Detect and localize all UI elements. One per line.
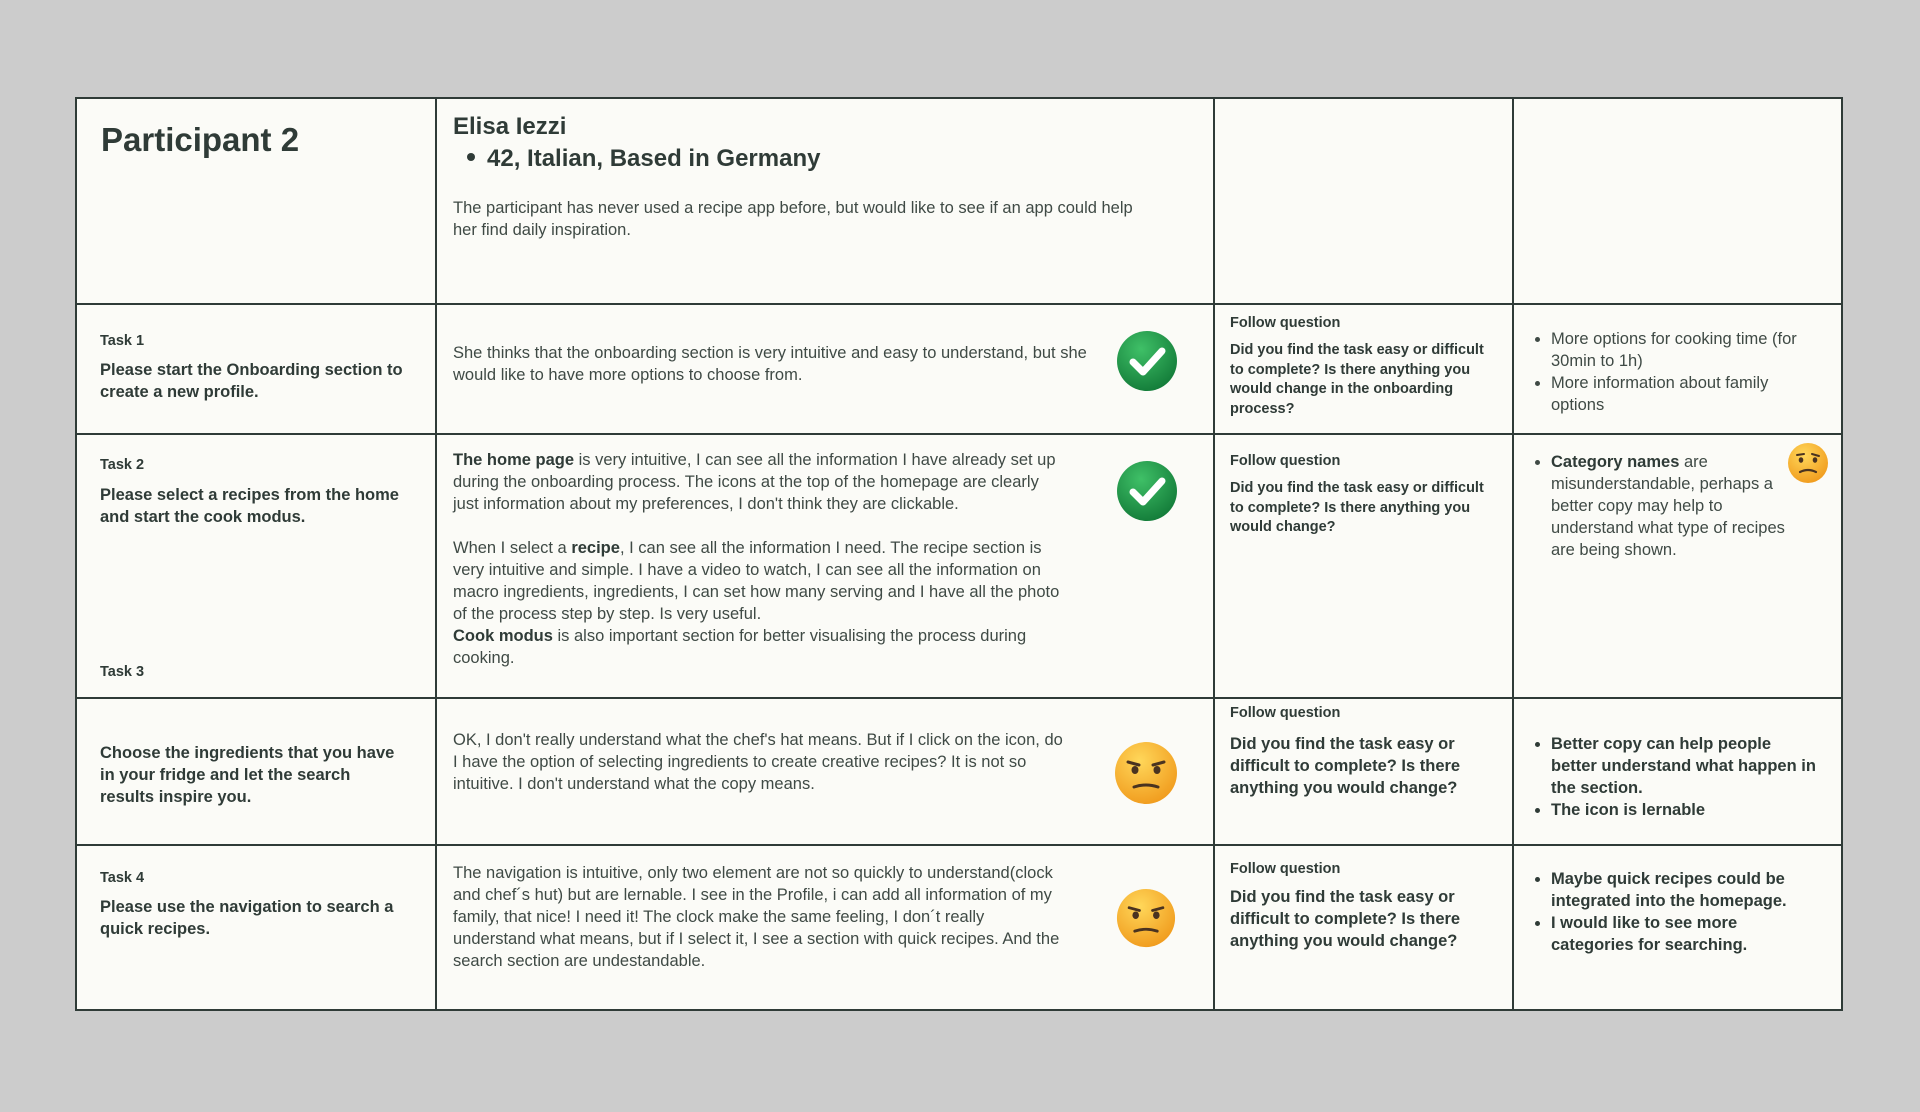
worried-face-icon — [1787, 442, 1829, 484]
follow-question-text: Did you find the task easy or difficult to complete? Is there anything you would change in the onboarding process? — [1230, 342, 1484, 417]
participant-intro: The participant has never used a recipe app before, but would like to see if an app could help her find daily inspiration. — [453, 199, 1133, 239]
observation-text: is very intuitive, I can see all the information I have already set up during the onboarding process. The icons at the top of the homepage are clearly just information about my preferences, I don't think they are clickable. — [453, 451, 1056, 513]
note-item — [1551, 451, 1801, 561]
task-title: Please use the navigation to search a quick recipes. — [100, 898, 394, 938]
check-icon — [1116, 330, 1178, 392]
task-title: Please start the Onboarding section to create a new profile. — [100, 361, 403, 401]
check-icon — [1116, 460, 1178, 522]
notes-list — [1529, 451, 1801, 561]
task-observation: The navigation is intuitive, only two element are not so quickly to understand(clock and chef´s hut) but are lernable. I see in the Profile, i can add all information of my family, that nice! I need it! The clock make the same feeling, I don´t really understand what means, but if I select it, I see a section with quick recipes. And the search section are undestandable. — [453, 864, 1060, 970]
row-divider — [77, 433, 1841, 435]
follow-question-label: Follow question — [1230, 861, 1341, 877]
note-item: • More options for cooking time (for 30min to 1h) — [1551, 328, 1821, 372]
task-title: Choose the ingredients that you have in your fridge and let the search results inspire you. — [100, 744, 395, 806]
follow-question-text: Did you find the task easy or difficult to complete? Is there anything you would change? — [1230, 888, 1461, 950]
observation-paragraph — [453, 537, 1063, 625]
column-divider — [1512, 99, 1514, 1009]
notes-list — [1529, 733, 1816, 821]
task-label: Task 3 — [100, 664, 145, 680]
row-divider — [77, 697, 1841, 699]
highlight-text: Category names — [1551, 453, 1680, 471]
note-item: • I would like to see more categories for searching. — [1551, 912, 1816, 956]
follow-question-label: Follow question — [1230, 705, 1341, 721]
note-item: • The icon is lernable — [1551, 799, 1816, 821]
row-divider — [77, 844, 1841, 846]
column-divider — [1213, 99, 1215, 1009]
confused-face-icon — [1114, 741, 1178, 805]
notes-list — [1529, 328, 1821, 416]
confused-face-icon — [1116, 888, 1176, 948]
task-label: Task 2 — [100, 457, 145, 473]
note-text: are misunderstandable, perhaps a better copy may help to understand what type of recipes are being shown. — [1551, 453, 1785, 559]
task-label: Task 4 — [100, 870, 145, 886]
highlight-text: The home page — [453, 451, 575, 469]
highlight-text: Cook modus — [453, 627, 553, 645]
bullet-dot — [467, 153, 475, 161]
follow-question-text: Did you find the task easy or difficult to complete? Is there anything you would change? — [1230, 735, 1461, 797]
column-divider — [435, 99, 437, 1009]
participant-details — [453, 145, 820, 173]
research-board — [75, 97, 1843, 1011]
participant-name: Elisa Iezzi — [453, 113, 567, 140]
observation-paragraph — [453, 625, 1063, 669]
task-observation: She thinks that the onboarding section is very intuitive and easy to understand, but she would like to have more options to choose from. — [453, 344, 1087, 384]
note-item: • Better copy can help people better understand what happen in the section. — [1551, 733, 1816, 799]
observation-text: When I select a — [453, 539, 572, 557]
follow-question-label: Follow question — [1230, 315, 1341, 331]
follow-question-text: Did you find the task easy or difficult to complete? Is there anything you would change? — [1230, 480, 1484, 535]
task-observation — [453, 449, 1063, 669]
notes-list — [1529, 868, 1816, 956]
row-divider — [77, 303, 1841, 305]
observation-paragraph — [453, 449, 1063, 515]
task-title: Please select a recipes from the home and start the cook modus. — [100, 486, 399, 526]
highlight-text: recipe — [571, 539, 620, 557]
task-observation: OK, I don't really understand what the chef's hat means. But if I click on the icon, do I have the option of selecting ingredients to create creative recipes? It is not so intuitive. I don't understand what the copy means. — [453, 731, 1063, 793]
note-item: • More information about family options — [1551, 372, 1821, 416]
participant-title: Participant 2 — [101, 121, 300, 158]
participant-details-text: 42, Italian, Based in Germany — [487, 145, 821, 172]
observation-text: is also important section for better visualising the process during cooking. — [453, 627, 1027, 667]
follow-question-label: Follow question — [1230, 453, 1341, 469]
observation-text: , I can see all the information I need. The recipe section is very intuitive and simple. I have a video to watch, I can see all the information on macro ingredients, ingredients, I can set how many serving and I have all the photo of the process step by step. Is very useful. — [453, 539, 1060, 623]
note-item: • Maybe quick recipes could be integrated into the homepage. — [1551, 868, 1816, 912]
task-label: Task 1 — [100, 333, 145, 349]
